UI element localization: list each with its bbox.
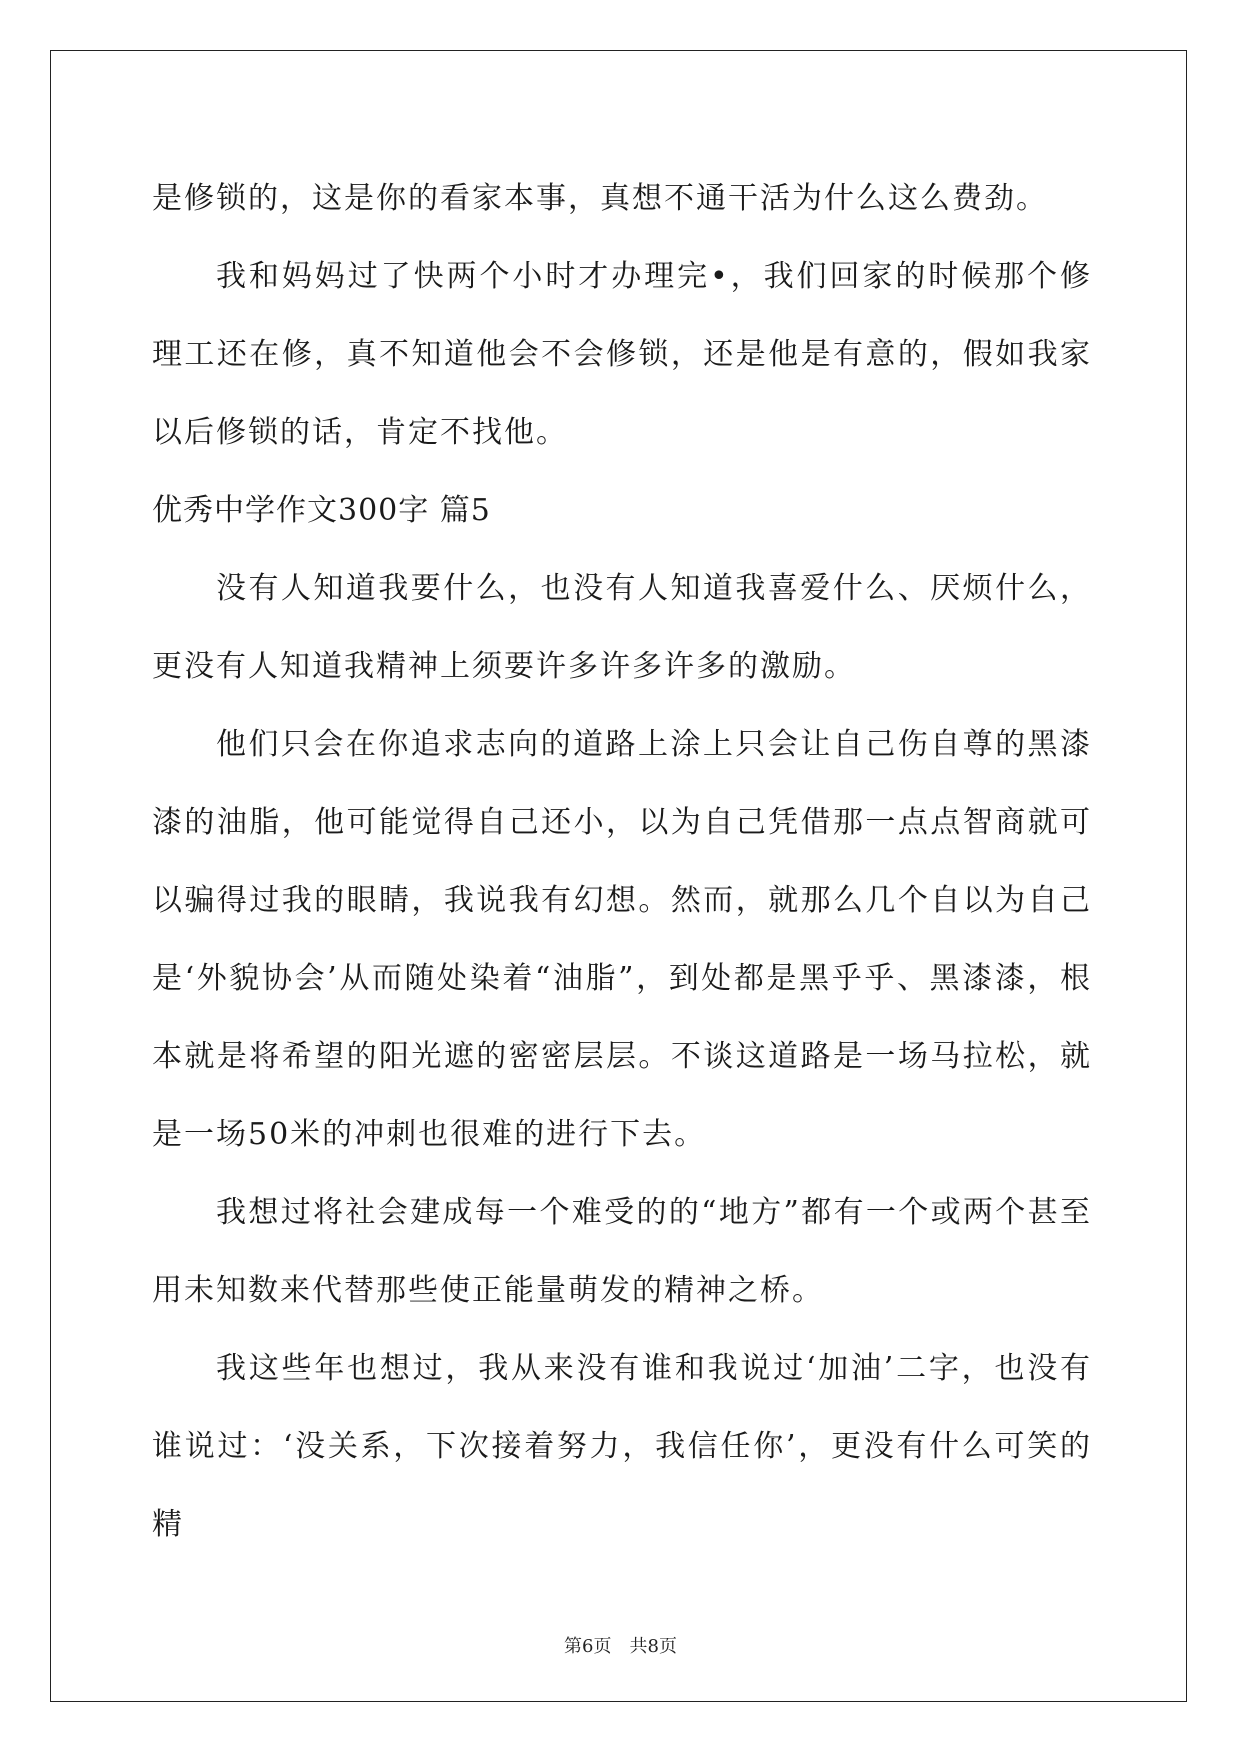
section-heading: 优秀中学作文300字 篇5 — [152, 493, 491, 528]
paragraph-continuation: 是修锁的，这是你的看家本事，真想不通干活为什么这么费劲。 — [152, 181, 1048, 216]
paragraph: 我和妈妈过了快两个小时才办理完•，我们回家的时候那个修理工还在修，真不知道他会不会修锁，还是他是有意的，假如我家以后修锁的话，肯定不找他。 — [152, 259, 1092, 450]
paragraph: 我这些年也想过，我从来没有谁和我说过‘加油’二字，也没有谁说过：‘没关系，下次接着努力，我信任你’，更没有什么可笑的精 — [152, 1351, 1092, 1542]
document-body — [152, 160, 1092, 1564]
paragraph: 我想过将社会建成每一个难受的的“地方”都有一个或两个甚至用未知数来代替那些使正能量萌发的精神之桥。 — [152, 1195, 1092, 1308]
paragraph: 没有人知道我要什么，也没有人知道我喜爱什么、厌烦什么，更没有人知道我精神上须要许多许多许多的激励。 — [152, 571, 1092, 684]
paragraph: 他们只会在你追求志向的道路上涂上只会让自己伤自尊的黑漆漆的油脂，他可能觉得自己还小，以为自己凭借那一点点智商就可以骗得过我的眼睛，我说我有幻想。然而，就那么几个自以为自己是‘外貌协会’从而随处染着“油脂”，到处都是黑乎乎、黑漆漆，根本就是将希望的阳光遮的密密层层。不谈这道路是一场马拉松，就是一场50米的冲刺也很难的进行下去。 — [152, 727, 1092, 1152]
page-footer: 第6页 共8页 — [564, 1636, 677, 1657]
